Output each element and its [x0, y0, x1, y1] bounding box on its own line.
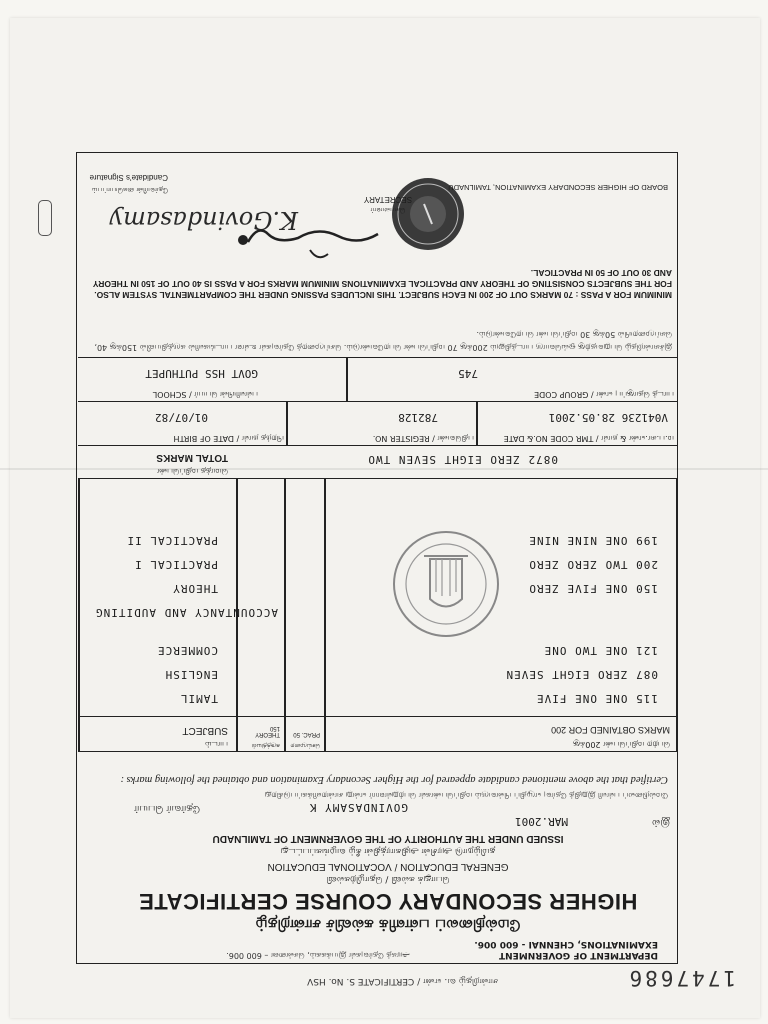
register-cell [288, 402, 478, 446]
marks-cell: 200 TWO ZERO ZERO [528, 558, 658, 571]
candidate-name: GOVINDASAMY K [308, 801, 408, 814]
pass-criteria-tamil: இச்சான்றிதழ் பெறுவதற்கு ஒவ்வொரு பாடத்திலும் 200க்கு 70 மதிப்பெண் பெறவேண்டும். செய்முறைத் தேர்வுகள் உள்ள பாடங்களில் கருத்தியலில் 150க்கு 40, செய்முறையில் 50க்கு 30 மதிப்பெண் பெறவேண்டும். [94, 330, 672, 352]
name-label: தேர்வர் பெயர் [134, 803, 200, 814]
marks-header-tamil: பெற்ற மதிப்பெண் 200க்கு [573, 740, 670, 749]
table-row [78, 687, 678, 709]
vocational-tamil: பொதுக் கல்வி / தொழிற்கல்வி [326, 874, 450, 884]
candidate-info-row [78, 401, 678, 446]
serial-number: 1747686 [626, 966, 736, 990]
marks-cell: 087 ZERO EIGHT SEVEN [505, 668, 658, 681]
subject-cell: ENGLISH [164, 668, 218, 681]
school-label: பள்ளியின் பெயர் / SCHOOL [152, 390, 258, 399]
marks-table [78, 478, 678, 752]
certificate-sno-label: CERTIFICATE S. No. HSV [307, 976, 415, 986]
candidate-signature: K.Govindasamy [109, 206, 298, 234]
tmr-label: ம.ப.சா.எண் & நாள் / TMR CODE NO.& DATE [503, 434, 674, 443]
marks-cell: 121 ONE TWO ONE [543, 644, 658, 657]
register-label: பதிவெண் / REGISTER NO. [372, 434, 474, 443]
dob-label: பிறந்த நாள் / DATE OF BIRTH [173, 434, 284, 443]
secretary-signature-icon [228, 214, 388, 264]
subject-cell: PRACTICAL II [126, 534, 218, 547]
register-number: 782128 [398, 411, 438, 424]
pass-criteria-note: MINIMUM FOR A PASS : 70 MARKS OUT OF 200 IN EACH SUBJECT. THIS INCLUDES PASSING UNDER THE COMPARTMENTAL SYSTEM ALSO. FOR THE SUBJECTS CONSISTING OF THEORY AND PRACTICAL EXAMINATIONS MINIMUM MARKS FOR A PASS IS 40 OUT OF 150 IN THEORY AND 30 OUT OF 50 IN PRACTICAL. [93, 268, 672, 300]
certification-tamil: மேல்நிலைப் பள்ளி இறுதித் தேர்வு எழுதிப் பின்வரும் மதிப்பெண்கள் பெற்றுள்ளார் என்று சான்றளிக்கப்படுகிறது [264, 791, 668, 800]
certificate-sno [238, 975, 498, 986]
education-type: GENERAL EDUCATION / VOCATIONAL EDUCATION [267, 861, 509, 872]
subject-cell: PRACTICAL I [134, 558, 218, 571]
group-code-label: பாடத் தொகுப்பு எண் / GROUP CODE [534, 390, 674, 399]
subject-header: SUBJECT [182, 725, 228, 736]
exam-month-year: MAR.2001 [515, 815, 568, 828]
marks-cell: 115 ONE ONE FIVE [536, 692, 658, 705]
table-row [78, 601, 678, 623]
table-header [78, 716, 678, 751]
dob-cell [78, 402, 288, 446]
certification-text: Certified that the above mentioned candidate appeared for the Higher Secondary Examination and obtained the following marks : [120, 774, 668, 785]
marks-header: MARKS OBTAINED FOR 200 [551, 725, 670, 735]
subject-cell: COMMERCE [157, 644, 218, 657]
issued-tamil: தமிழ்நாடு அரசின் அதிகாரத்தின் கீழ் வழங்கப்பட்டது [280, 846, 496, 856]
total-label-tamil: மொத்த மதிப்பெண் [156, 467, 228, 476]
marks-cell: 150 ONE FIVE ZERO [528, 582, 658, 595]
month-label: இல் [651, 817, 670, 828]
date-of-birth: 01/07/82 [155, 411, 208, 424]
secretary-label: SECRETARY [363, 195, 413, 204]
practical-header-tamil: செய்முறை [290, 742, 320, 749]
total-label: TOTAL MARKS [156, 452, 228, 463]
issued-authority: ISSUED UNDER THE AUTHORITY OF THE GOVERNMENT OF TAMILNADU [212, 833, 564, 844]
subject-cell: ACCOUNTANCY AND AUDITING [95, 606, 278, 619]
subject-cell: TAMIL [179, 692, 218, 705]
tmr-value: V041236 28.05.2001 [548, 411, 668, 424]
subject-header-tamil: பாடம் [205, 740, 228, 749]
board-name: BOARD OF HIGHER SECONDARY EXAMINATION, TAMILNADU [448, 183, 668, 192]
candidate-signature-label: Candidate's Signature [89, 173, 168, 182]
table-row [78, 529, 678, 551]
secretary-tamil: செயலாளர் [370, 206, 406, 214]
school-name: GOVT HSS PUTHUPET [145, 367, 258, 380]
cell-divider [347, 358, 349, 402]
table-row [78, 553, 678, 575]
candidate-signature-tamil: தேர்வரின் கையொப்பம் [91, 186, 168, 194]
group-code: 745 [458, 367, 478, 380]
table-row [78, 663, 678, 685]
table-row [78, 639, 678, 661]
marks-cell: 199 ONE NINE NINE [528, 534, 658, 547]
practical-header: PRAC. 50 [293, 731, 320, 737]
table-row [78, 577, 678, 599]
theory-header-tamil: கருத்தியல் [251, 742, 280, 749]
government-seal-icon [386, 524, 506, 644]
tmr-cell [478, 402, 678, 446]
title-tamil: மேல்நிலைப் பள்ளிக் கல்விச் சான்றிதழ் [255, 916, 521, 934]
total-marks-row [78, 445, 678, 480]
certificate-title: HIGHER SECONDARY COURSE CERTIFICATE [138, 889, 638, 914]
subject-cell: THEORY [172, 582, 218, 595]
dept-tamil: அரசுத் தேர்வுகள் இயக்ககம், சென்னை – 600 006. [226, 951, 410, 960]
theory-header: THEORY 150 [255, 725, 280, 737]
total-marks-value: 0872 ZERO EIGHT SEVEN TWO [367, 453, 558, 466]
certificate-sno-tamil: சான்றிதழ் வ. எண் / [417, 976, 498, 986]
school-row [78, 357, 678, 402]
department-name: DEPARTMENT OF GOVERNMENT EXAMINATIONS, CHENNAI - 600 006. [474, 939, 658, 960]
